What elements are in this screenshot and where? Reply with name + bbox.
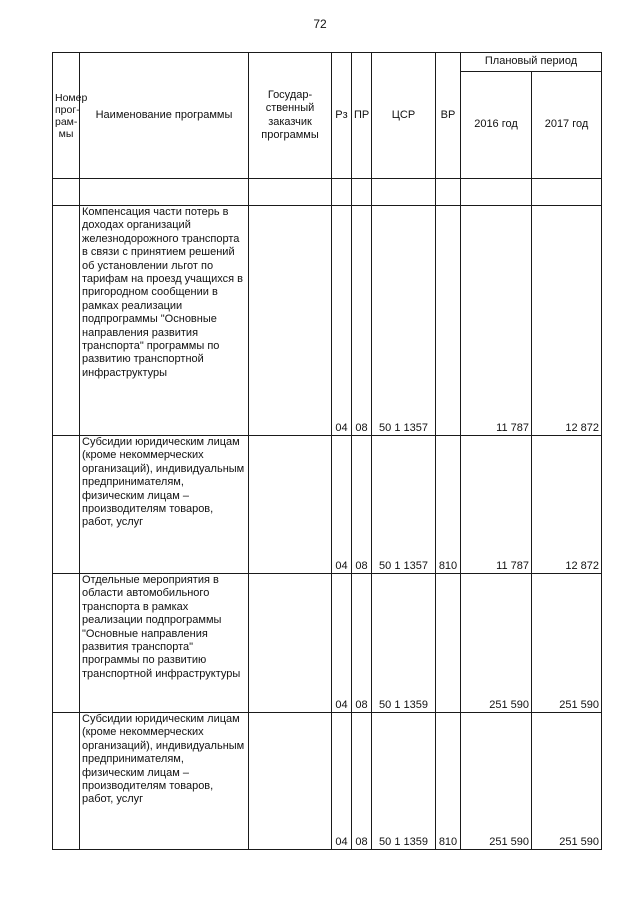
pr-cell: 08 (352, 206, 372, 436)
rz-cell: 04 (332, 436, 352, 574)
table-row (53, 574, 602, 713)
customer-cell (249, 713, 332, 850)
spacer-row (53, 179, 602, 206)
rz-cell: 04 (332, 206, 352, 436)
header-pr: ПР (352, 53, 372, 179)
customer-cell (249, 436, 332, 574)
table-row (53, 713, 602, 850)
customer-cell (249, 574, 332, 713)
csr-cell: 50 1 1357 (372, 436, 436, 574)
amount-2016-cell: 11 787 (461, 206, 532, 436)
amount-2017-cell: 12 872 (532, 206, 602, 436)
rz-cell: 04 (332, 713, 352, 850)
pr-cell: 08 (352, 436, 372, 574)
header-row-top (53, 53, 602, 72)
row-number-cell (53, 436, 80, 574)
rz-cell: 04 (332, 574, 352, 713)
row-number-cell (53, 713, 80, 850)
budget-table (52, 52, 602, 850)
header-csr: ЦСР (372, 53, 436, 179)
vr-cell (436, 574, 461, 713)
vr-cell: 810 (436, 713, 461, 850)
row-number-cell (53, 206, 80, 436)
program-name-cell: Отдельные мероприятия в области автомобильного транспорта в рамках реализации подпрограммы "Основные направления развития транспорта" программы по развитию транспортной инфраструктуры (80, 574, 249, 713)
amount-2017-cell: 12 872 (532, 436, 602, 574)
header-rz: Рз (332, 53, 352, 179)
vr-cell: 810 (436, 436, 461, 574)
pr-cell: 08 (352, 574, 372, 713)
amount-2017-cell: 251 590 (532, 713, 602, 850)
page-number: 72 (313, 17, 327, 31)
row-number-cell (53, 574, 80, 713)
csr-cell: 50 1 1359 (372, 574, 436, 713)
header-year-2016: 2016 год (461, 72, 532, 179)
pr-cell: 08 (352, 713, 372, 850)
program-name-cell: Компенсация части потерь в доходах организаций железнодорожного транспорта в связи с принятием решений об установлении льгот по тарифам на проезд учащихся в пригородном сообщении в рамках реализации подпрограммы "Основные направления развития транспорта" программы по развитию транспортной инфраструктуры (80, 206, 249, 436)
amount-2016-cell: 11 787 (461, 436, 532, 574)
header-program-name: Наименование программы (80, 53, 249, 179)
csr-cell: 50 1 1357 (372, 206, 436, 436)
amount-2016-cell: 251 590 (461, 713, 532, 850)
header-customer: Государ-ственный заказчик программы (249, 53, 332, 179)
csr-cell: 50 1 1359 (372, 713, 436, 850)
customer-cell (249, 206, 332, 436)
amount-2016-cell: 251 590 (461, 574, 532, 713)
header-year-2017: 2017 год (532, 72, 602, 179)
amount-2017-cell: 251 590 (532, 574, 602, 713)
program-name-cell: Субсидии юридическим лицам (кроме некоммерческих организаций), индивидуальным предпринимателям, физическим лицам – производителям товаров, работ, услуг (80, 713, 249, 850)
program-name-cell: Субсидии юридическим лицам (кроме некоммерческих организаций), индивидуальным предпринимателям, физическим лицам – производителям товаров, работ, услуг (80, 436, 249, 574)
header-program-number: Номер прог-рам-мы (53, 53, 80, 179)
header-vr: ВР (436, 53, 461, 179)
table-row (53, 206, 602, 436)
vr-cell (436, 206, 461, 436)
header-planning-period: Плановый период (461, 53, 602, 72)
table-row (53, 436, 602, 574)
